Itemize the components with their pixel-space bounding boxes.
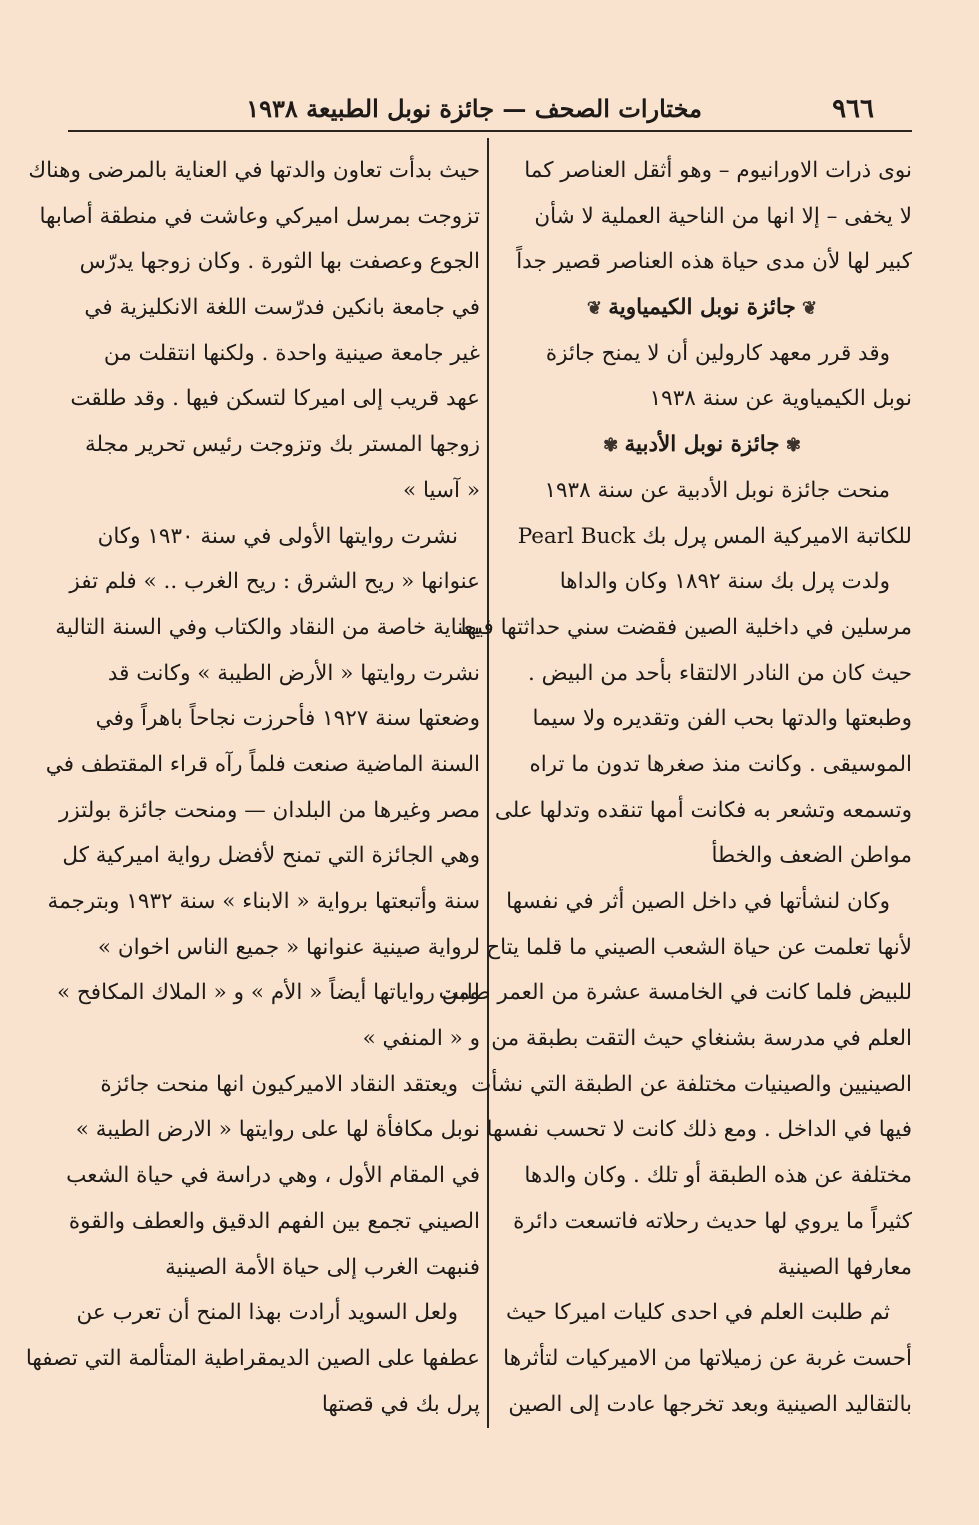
text-line: وقد قرر معهد كارولين أن لا يمنح جائزة	[545, 340, 890, 366]
text-line: مختلفة عن هذه الطبقة أو تلك . وكان والدها	[524, 1163, 912, 1189]
text-line: ولدت پرل بك سنة ١٨٩٢ وكان والداها	[559, 569, 890, 595]
text-line: كثيراً ما يروي لها حديث رحلاته فاتسعت دائرة	[513, 1208, 912, 1234]
running-title: مختارات الصحف — جائزة نوبل الطبيعة ١٩٣٨	[246, 94, 702, 123]
text-line: في المقام الأول ، وهي دراسة في حياة الشعب	[66, 1163, 480, 1189]
ornament-icon: ✾	[779, 435, 801, 457]
text-line: في جامعة بانكين فدرّست اللغة الانكليزية في	[84, 295, 480, 321]
section-heading-literature	[492, 422, 912, 468]
column-divider	[487, 138, 489, 1428]
text-line: نشرت روايتها الأولى في سنة ١٩٣٠ وكان	[97, 523, 458, 549]
text-line: مصر وغيرها من البلدان — ومنحت جائزة بولتزر	[59, 797, 480, 823]
text-line: وهي الجائزة التي تمنح لأفضل رواية اميركية كل	[62, 843, 480, 869]
text-line: لأنها تعلمت عن حياة الشعب الصيني ما قلما يتاح	[486, 934, 912, 960]
text-line: بعناية خاصة من النقاد والكتاب وفي السنة التالية	[55, 614, 480, 640]
section-heading-chemistry	[492, 285, 912, 331]
text-line: « آسيا »	[402, 477, 480, 503]
text-line: فيها في الداخل . ومع ذلك كانت لا تحسب نفسها	[486, 1117, 912, 1143]
text-line: مواطن الضعف والخطأ	[711, 843, 912, 869]
text-line: أحست غربة عن زميلاتها من الاميركيات لتأثرها	[503, 1345, 912, 1371]
ornament-icon: ✾	[603, 435, 625, 457]
text-line: حيث كان من النادر الالتقاء بأحد من البيض .	[527, 660, 912, 686]
text-line: بالتقاليد الصينية وبعد تخرجها عادت إلى الصين	[508, 1391, 912, 1417]
text-line: منحت جائزة نوبل الأدبية عن سنة ١٩٣٨	[544, 477, 890, 503]
header-rule	[68, 130, 912, 132]
text-line: نوبل الكيمياوية عن سنة ١٩٣٨	[649, 386, 912, 412]
text-line: سنة وأتبعتها برواية « الابناء » سنة ١٩٣٢ وبترجمة	[47, 889, 480, 914]
text-line: و « المنفي »	[362, 1026, 480, 1052]
text-line: عطفها على الصين الديمقراطية المتألمة التي تصفها	[25, 1345, 480, 1371]
text-line: الصينيين والصينيات مختلفة عن الطبقة التي نشأت	[471, 1071, 912, 1097]
page-number: ٩٦٦	[832, 94, 874, 124]
page-header	[68, 88, 912, 128]
text-line: نوبل مكافأة لها على روايتها « الارض الطيبة »	[75, 1117, 480, 1143]
text-line: نوى ذرات الاورانيوم – وهو أثقل العناصر كما	[524, 158, 912, 183]
ornament-icon: ❦	[795, 298, 818, 320]
text-line: العلم في مدرسة بشنغاي حيث التقت بطبقة من	[491, 1026, 912, 1052]
text-line: للكاتبة الاميركية المس پرل بك Pearl Buck	[517, 523, 912, 549]
text-line: حيث بدأت تعاون والدتها في العناية بالمرضى وهناك	[28, 158, 480, 183]
text-line: مرسلين في داخلية الصين فقضت سني حداثتها فيها	[460, 614, 912, 640]
section-heading-text: جائزة نوبل الأدبية	[624, 432, 780, 458]
text-line: نشرت روايتها « الأرض الطيبة » وكانت قد	[107, 660, 480, 686]
text-line: فنبهت الغرب إلى حياة الأمة الصينية	[165, 1254, 480, 1280]
text-line: لرواية صينية عنوانها « جميع الناس اخوان »	[97, 934, 480, 960]
text-line: زوجها المستر بك وتزوجت رئيس تحرير مجلة	[85, 432, 480, 458]
text-line: وتسمعه وتشعر به فكانت أمها تنقده وتدلها على	[494, 797, 912, 823]
text-line: الجوع وعصفت بها الثورة . وكان زوجها يدرّس	[79, 249, 480, 275]
text-line: غير جامعة صينية واحدة . ولكنها انتقلت من	[103, 340, 480, 366]
text-line: ثم طلبت العلم في احدى كليات اميركا حيث	[505, 1300, 890, 1326]
text-line: لا يخفى – إلا انها من الناحية العملية لا شأن	[534, 203, 912, 229]
text-line: تزوجت بمرسل اميركي وعاشت في منطقة أصابها	[39, 203, 480, 229]
ornament-icon: ❦	[586, 298, 609, 320]
text-line: وكان لنشأتها في داخل الصين أثر في نفسها	[506, 889, 890, 914]
text-line: كبير لها لأن مدى حياة هذه العناصر قصير جداً	[516, 249, 912, 275]
text-line: ولعل السويد أرادت بهذا المنح أن تعرب عن	[76, 1300, 458, 1326]
text-line: الصيني تجمع بين الفهم الدقيق والعطف والقوة	[68, 1208, 480, 1234]
left-column	[25, 148, 480, 1427]
text-line: وطبعتها والدتها بحب الفن وتقديره ولا سيما	[532, 706, 912, 732]
text-line: ويعتقد النقاد الاميركيون انها منحت جائزة	[100, 1071, 458, 1097]
text-line: وضعتها سنة ١٩٢٧ فأحرزت نجاحاً باهراً وفي	[95, 706, 480, 732]
text-line: الموسيقى . وكانت منذ صغرها تدون ما تراه	[529, 751, 912, 777]
text-line: معارفها الصينية	[777, 1254, 912, 1280]
text-line: پرل بك في قصتها	[321, 1391, 480, 1417]
section-heading-text: جائزة نوبل الكيمياوية	[608, 295, 796, 321]
text-line: ومن رواياتها أيضاً « الأم » و « الملاك المكافح »	[56, 980, 480, 1006]
text-line: عنوانها « ريح الشرق : ريح الغرب .. » فلم تفز	[69, 569, 480, 595]
text-line: السنة الماضية صنعت فلماً رآه قراء المقتطف في	[45, 751, 480, 777]
text-line: للبيض فلما كانت في الخامسة عشرة من العمر طلبت	[438, 980, 912, 1006]
text-line: عهد قريب إلى اميركا لتسكن فيها . وقد طلقت	[70, 386, 480, 412]
